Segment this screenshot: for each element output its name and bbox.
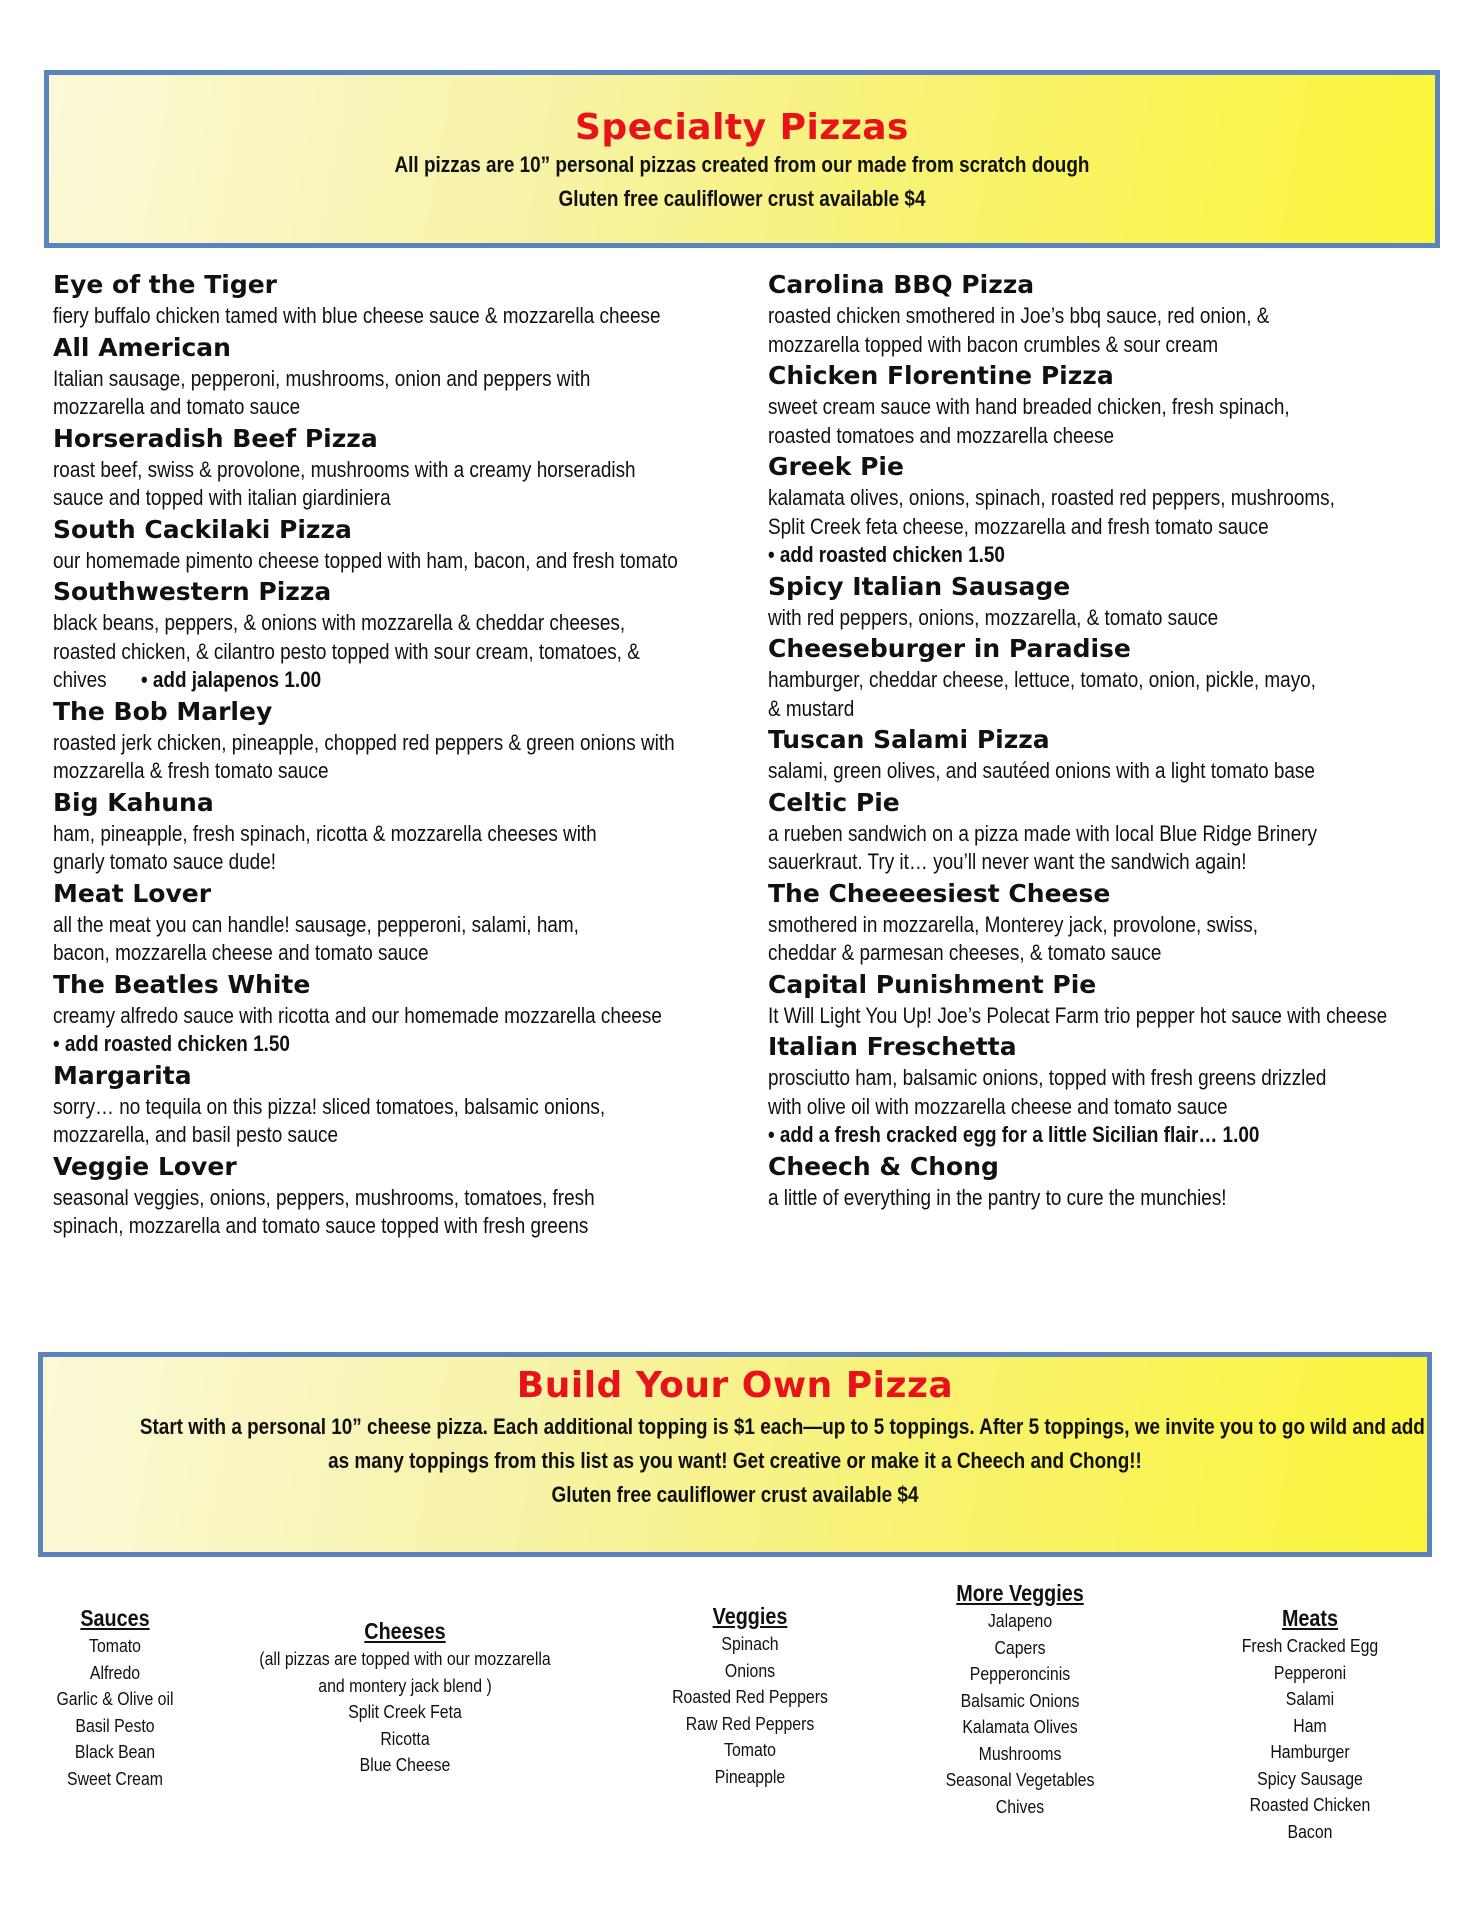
pizza-description: mozzarella, and basil pesto sauce <box>53 1122 339 1147</box>
pizza-description: mozzarella & fresh tomato sauce <box>53 758 329 783</box>
menu-item <box>768 786 1458 877</box>
pizza-description: sorry… no tequila on this pizza! sliced tomatoes, balsamic onions, <box>53 1093 606 1119</box>
menu-item <box>768 723 1458 786</box>
pizza-description: a little of everything in the pantry to cure the munchies! <box>768 1184 1227 1210</box>
specialty-subtitle: All pizzas are 10” personal pizzas created from our made from scratch dough <box>394 152 1090 177</box>
pizza-name: Italian Freschetta <box>768 1032 1017 1061</box>
addon-option: • add a fresh cracked egg for a little Sicilian flair… 1.00 <box>768 1122 1260 1147</box>
topping-item: Bacon <box>1287 1821 1333 1842</box>
pizza-description: cheddar & parmesan cheeses, & tomato sauce <box>768 940 1162 965</box>
topping-item: Mushrooms <box>978 1743 1062 1764</box>
sauces-heading: Sauces <box>80 1605 150 1631</box>
menu-item <box>768 1150 1458 1213</box>
topping-item: Spinach <box>721 1634 779 1654</box>
menu-item <box>53 877 753 968</box>
more-veggies-heading: More Veggies <box>956 1580 1084 1606</box>
menu-item <box>768 570 1458 633</box>
build-description-line-1: Start with a personal 10” cheese pizza. Each additional topping is $1 each—up to 5 toppings. After 5 toppings, we invite you to go wild and add <box>139 1414 1425 1439</box>
specialty-banner <box>44 70 1440 248</box>
meats-heading: Meats <box>1281 1605 1339 1631</box>
pizza-description: kalamata olives, onions, spinach, roasted red peppers, mushrooms, <box>768 485 1335 510</box>
topping-item: Jalapeno <box>987 1611 1053 1631</box>
topping-item: Ham <box>1293 1715 1327 1736</box>
pizza-description: ham, pineapple, fresh spinach, ricotta & mozzarella cheeses with <box>53 820 597 846</box>
topping-item: Pepperoncinis <box>969 1664 1071 1684</box>
left-menu-column <box>53 268 753 1241</box>
menu-item <box>53 695 753 786</box>
pizza-description: bacon, mozzarella cheese and tomato sauce <box>53 940 429 965</box>
menu-item <box>768 632 1458 723</box>
menu-item <box>53 513 753 576</box>
menu-item <box>53 786 753 877</box>
pizza-description: our homemade pimento cheese topped with ham, bacon, and fresh tomato <box>53 547 678 573</box>
topping-item: Salami <box>1285 1689 1335 1709</box>
menu-item <box>53 575 753 695</box>
pizza-description: roasted chicken, & cilantro pesto topped with sour cream, tomatoes, & <box>53 638 640 664</box>
pizza-description: seasonal veggies, onions, peppers, mushrooms, tomatoes, fresh <box>53 1184 595 1210</box>
pizza-description: Split Creek feta cheese, mozzarella and fresh tomato sauce <box>768 513 1269 539</box>
pizza-description: mozzarella and tomato sauce <box>53 394 301 419</box>
pizza-description: all the meat you can handle! sausage, pepperoni, salami, ham, <box>53 911 579 937</box>
pizza-description: Italian sausage, pepperoni, mushrooms, onion and peppers with <box>53 365 591 391</box>
topping-item: Ricotta <box>380 1728 430 1749</box>
pizza-name: Carolina BBQ Pizza <box>768 270 1035 299</box>
cheeses-column <box>235 1616 575 1779</box>
menu-item <box>53 422 753 513</box>
menu-item <box>53 331 753 422</box>
addon-option: • add roasted chicken 1.50 <box>768 542 1005 567</box>
topping-item: Alfredo <box>89 1662 141 1683</box>
topping-item: Hamburger <box>1270 1742 1350 1762</box>
pizza-description: black beans, peppers, & onions with mozzarella & cheddar cheeses, <box>53 610 626 635</box>
specialty-title: Specialty Pizzas <box>575 107 909 148</box>
menu-item <box>768 968 1458 1031</box>
build-your-own-banner <box>38 1352 1432 1557</box>
topping-item: Fresh Cracked Egg <box>1241 1636 1379 1656</box>
topping-item: Capers <box>994 1637 1046 1658</box>
build-gluten-note: Gluten free cauliflower crust available $4 <box>551 1482 919 1507</box>
pizza-description: mozzarella topped with bacon crumbles & sour cream <box>768 331 1219 357</box>
build-title: Build Your Own Pizza <box>516 1365 954 1406</box>
pizza-description: gnarly tomato sauce dude! <box>53 849 276 874</box>
pizza-name: Veggie Lover <box>53 1151 237 1181</box>
pizza-description: sauce and topped with italian giardiniera <box>53 485 391 510</box>
pizza-name: Horseradish Beef Pizza <box>53 423 378 453</box>
menu-item <box>768 268 1458 359</box>
addon-option: • add jalapenos 1.00 <box>141 667 322 692</box>
pizza-description: creamy alfredo sauce with ricotta and our homemade mozzarella cheese <box>53 1002 662 1028</box>
menu-item <box>768 877 1458 968</box>
meats-column <box>1200 1603 1420 1845</box>
toppings-section <box>0 1578 1484 1878</box>
pizza-name: Tuscan Salami Pizza <box>768 725 1050 754</box>
menu-item <box>53 968 753 1059</box>
topping-item: Roasted Chicken <box>1249 1795 1371 1815</box>
pizza-description: smothered in mozzarella, Monterey jack, provolone, swiss, <box>768 911 1259 937</box>
menu-item <box>768 450 1458 570</box>
topping-item: Roasted Red Peppers <box>672 1687 828 1707</box>
pizza-description: & mustard <box>768 695 855 721</box>
topping-item: Black Bean <box>74 1742 156 1762</box>
topping-item: and montery jack blend ) <box>318 1675 492 1696</box>
pizza-description: fiery buffalo chicken tamed with blue cheese sauce & mozzarella cheese <box>53 303 661 328</box>
topping-item: Split Creek Feta <box>348 1702 462 1722</box>
topping-item: Garlic & Olive oil <box>56 1689 174 1709</box>
menu-item <box>53 1059 753 1150</box>
pizza-description: with olive oil with mozzarella cheese and tomato sauce <box>768 1093 1228 1119</box>
build-description-line-2: as many toppings from this list as you want! Get creative or make it a Cheech and Chong!! <box>328 1448 1142 1473</box>
topping-item: (all pizzas are topped with our mozzarella <box>259 1649 551 1669</box>
pizza-description-last-line <box>53 666 751 695</box>
topping-item: Basil Pesto <box>75 1715 155 1736</box>
veggies-heading: Veggies <box>712 1603 788 1629</box>
pizza-name: Margarita <box>53 1060 192 1090</box>
menu-item <box>53 1150 753 1241</box>
topping-item: Pepperoni <box>1273 1662 1347 1683</box>
topping-item: Balsamic Onions <box>960 1690 1080 1711</box>
right-menu-column <box>768 268 1458 1212</box>
pizza-description: It Will Light You Up! Joe’s Polecat Farm trio pepper hot sauce with cheese <box>768 1002 1388 1028</box>
topping-item: Kalamata Olives <box>962 1717 1078 1737</box>
topping-item: Chives <box>995 1796 1045 1817</box>
pizza-description: hamburger, cheddar cheese, lettuce, tomato, onion, pickle, mayo, <box>768 667 1316 692</box>
pizza-description: roast beef, swiss & provolone, mushrooms with a creamy horseradish <box>53 456 636 482</box>
pizza-description: roasted tomatoes and mozzarella cheese <box>768 422 1115 448</box>
pizza-name: All American <box>53 332 231 362</box>
topping-item: Onions <box>724 1660 776 1681</box>
pizza-description-text: chives <box>53 667 107 692</box>
topping-item: Pineapple <box>714 1766 786 1787</box>
topping-item: Seasonal Vegetables <box>945 1770 1095 1790</box>
pizza-name: Greek Pie <box>768 452 904 481</box>
topping-item: Tomato <box>89 1636 141 1656</box>
pizza-name: The Bob Marley <box>53 696 273 726</box>
menu-item <box>768 359 1458 450</box>
topping-item: Blue Cheese <box>359 1755 451 1775</box>
specialty-gluten-note: Gluten free cauliflower crust available $4 <box>558 186 926 211</box>
pizza-description: roasted chicken smothered in Joe’s bbq sauce, red onion, & <box>768 303 1270 328</box>
menu-item <box>768 1030 1458 1150</box>
pizza-name: Cheeseburger in Paradise <box>768 634 1131 663</box>
pizza-description: with red peppers, onions, mozzarella, & tomato sauce <box>768 604 1219 630</box>
addon-option: • add roasted chicken 1.50 <box>53 1031 290 1056</box>
menu-item <box>53 268 753 331</box>
pizza-name: Meat Lover <box>53 878 212 908</box>
veggies-column <box>640 1601 860 1790</box>
topping-item: Spicy Sausage <box>1257 1768 1363 1789</box>
pizza-name: The Cheeeesiest Cheese <box>768 878 1111 908</box>
pizza-description: spinach, mozzarella and tomato sauce topped with fresh greens <box>53 1213 589 1238</box>
topping-item: Sweet Cream <box>67 1768 163 1789</box>
pizza-name: Celtic Pie <box>768 787 900 817</box>
pizza-description: sweet cream sauce with hand breaded chicken, fresh spinach, <box>768 394 1290 419</box>
pizza-description: roasted jerk chicken, pineapple, chopped red peppers & green onions with <box>53 729 675 755</box>
pizza-name: Big Kahuna <box>53 787 214 817</box>
topping-item: Tomato <box>724 1740 776 1760</box>
pizza-name: Spicy Italian Sausage <box>768 571 1071 601</box>
pizza-description: sauerkraut. Try it… you’ll never want the sandwich again! <box>768 849 1247 874</box>
topping-item: Raw Red Peppers <box>685 1713 815 1734</box>
pizza-name: Chicken Florentine Pizza <box>768 361 1114 390</box>
pizza-name: Cheech & Chong <box>768 1151 999 1181</box>
pizza-name: South Cackilaki Pizza <box>53 514 352 544</box>
pizza-description: salami, green olives, and sautéed onions with a light tomato base <box>768 758 1315 783</box>
pizza-name: Eye of the Tiger <box>53 270 277 299</box>
pizza-name: Southwestern Pizza <box>53 577 332 606</box>
cheeses-heading: Cheeses <box>364 1618 446 1644</box>
more-veggies-column <box>910 1578 1130 1820</box>
pizza-name: Capital Punishment Pie <box>768 969 1097 999</box>
pizza-name: The Beatles White <box>53 969 311 999</box>
sauces-column <box>15 1603 215 1792</box>
pizza-description: a rueben sandwich on a pizza made with local Blue Ridge Brinery <box>768 820 1317 846</box>
pizza-description: prosciutto ham, balsamic onions, topped with fresh greens drizzled <box>768 1065 1327 1090</box>
